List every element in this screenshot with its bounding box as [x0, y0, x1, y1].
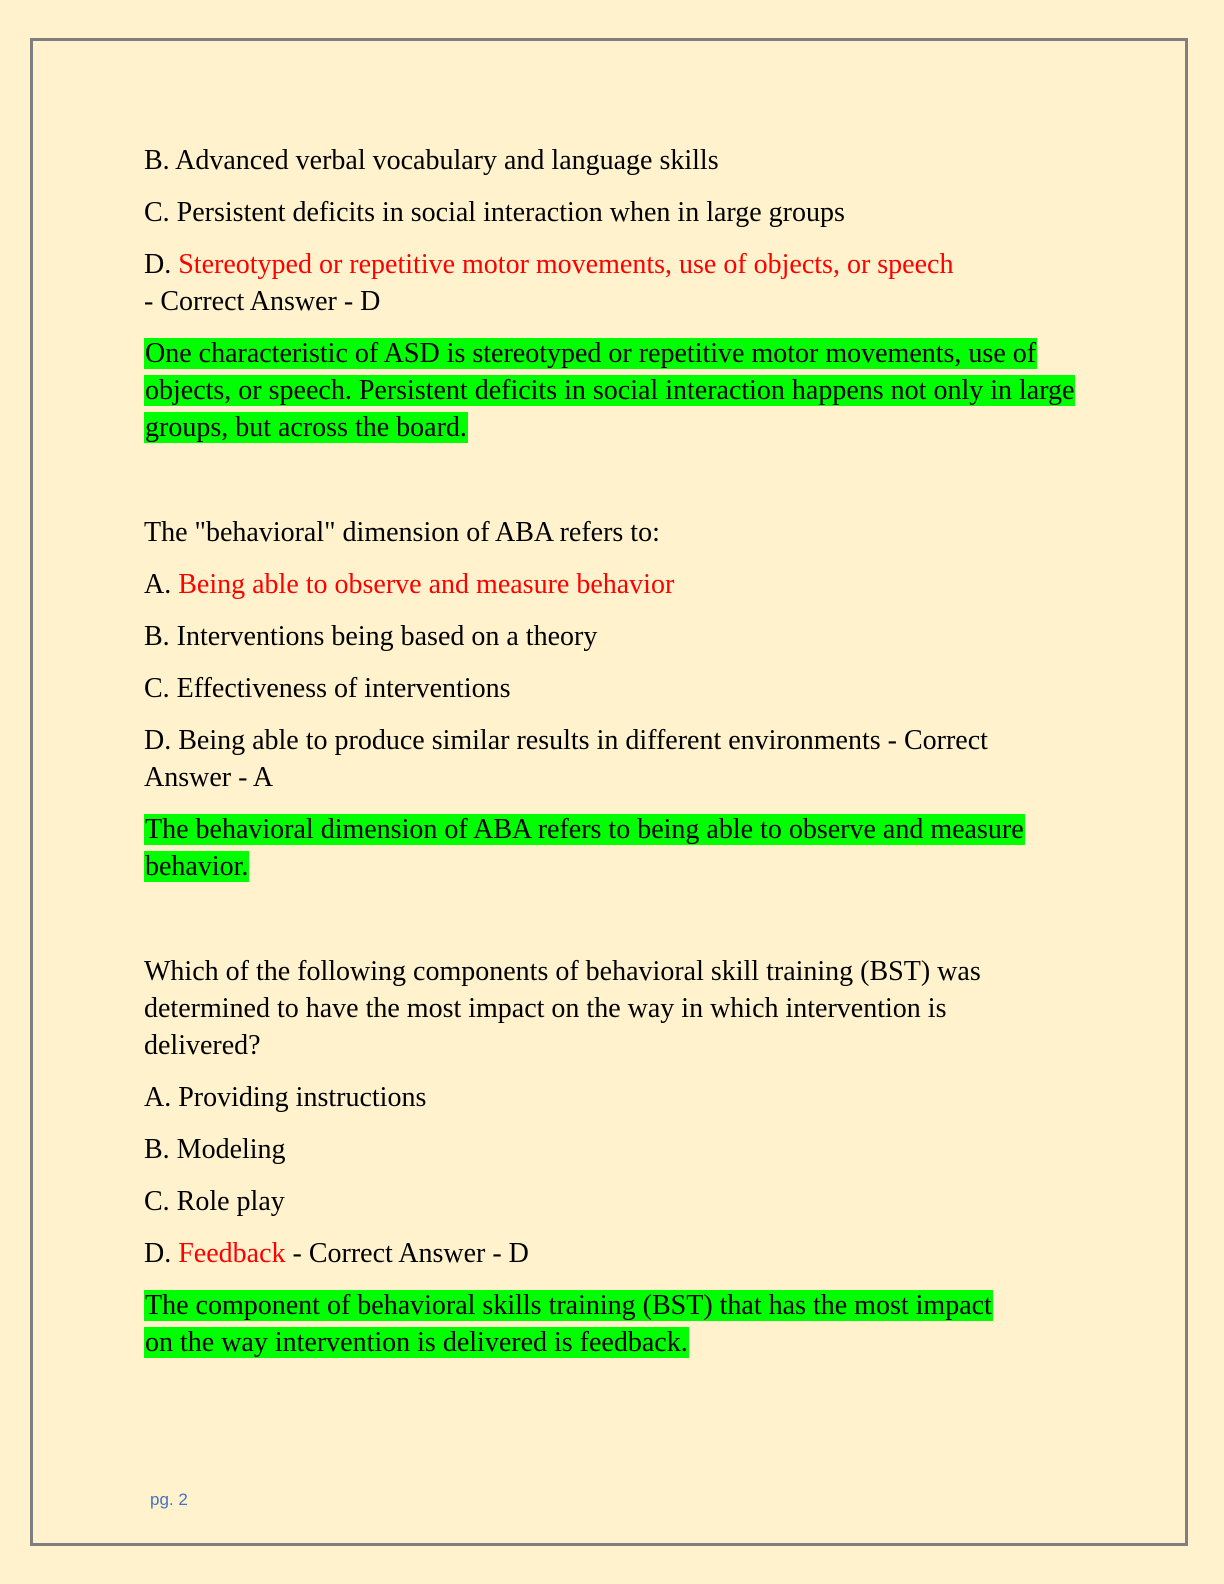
question-block-3	[144, 953, 1084, 1361]
option-a: A. Providing instructions	[144, 1082, 427, 1113]
explanation	[144, 335, 1084, 446]
option-b: B. Interventions being based on a theory	[144, 621, 598, 652]
option-d	[144, 1235, 1084, 1272]
option-b: B. Modeling	[144, 1134, 286, 1165]
correct-answer-label: - Correct Answer - D	[285, 1238, 529, 1269]
correct-answer-text: Stereotyped or repetitive motor movements, use of objects, or speech	[178, 249, 954, 280]
correct-answer-text: Being able to observe and measure behavior	[178, 569, 675, 600]
option-d: D. Being able to produce similar results in different environments - Correct Answer - A	[144, 725, 988, 793]
spacer	[144, 885, 1084, 953]
option-c: C. Role play	[144, 1186, 285, 1217]
option-a	[144, 566, 1084, 603]
option-c: C. Persistent deficits in social interaction when in large groups	[144, 197, 845, 228]
question-text: Which of the following components of behavioral skill training (BST) was determined to have the most impact on the way in which intervention is delivered?	[144, 956, 981, 1061]
option-c: C. Effectiveness of interventions	[144, 673, 511, 704]
explanation	[144, 1287, 1024, 1361]
explanation	[144, 811, 1084, 885]
option-b: B. Advanced verbal vocabulary and language skills	[144, 145, 719, 176]
option-d	[144, 246, 1084, 320]
highlighted-explanation: The behavioral dimension of ABA refers to being able to observe and measure behavior.	[145, 814, 1024, 882]
option-prefix: A.	[144, 569, 179, 600]
option-prefix: D.	[144, 249, 179, 280]
spacer	[144, 446, 1084, 514]
question-block-2	[144, 514, 1084, 885]
page-number: pg. 2	[150, 1490, 188, 1509]
correct-answer-label: - Correct Answer - D	[144, 286, 381, 317]
question-block-1	[144, 142, 1084, 446]
document-content	[144, 142, 1084, 1361]
correct-answer-text: Feedback	[178, 1238, 286, 1269]
highlighted-explanation: One characteristic of ASD is stereotyped or repetitive motor movements, use of objects, or speech. Persistent deficits in social interaction happens not only in large groups, but across the board.	[145, 338, 1075, 443]
highlighted-explanation: The component of behavioral skills training (BST) that has the most impact on the way intervention is delivered is feedback.	[145, 1290, 992, 1358]
option-prefix: D.	[144, 1238, 179, 1269]
question-text: The "behavioral" dimension of ABA refers to:	[144, 517, 660, 548]
